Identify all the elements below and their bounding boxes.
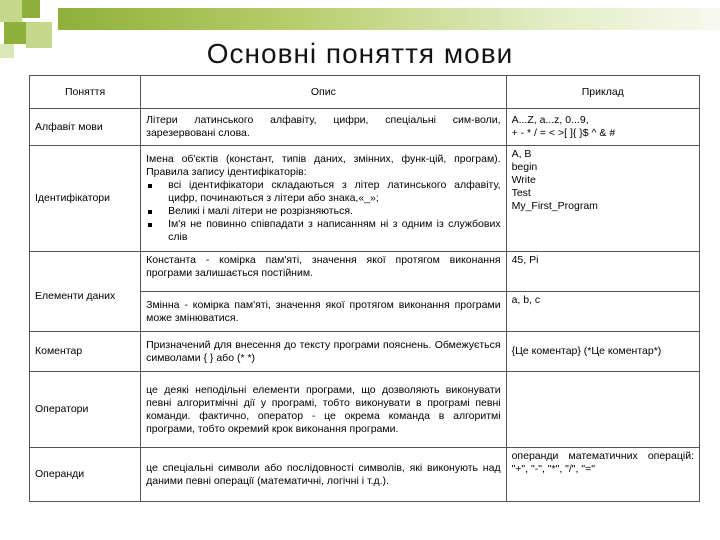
description-text: Константа - комірка пам'яті, значення якої протягом виконання програми залишається постійним. [146, 254, 501, 279]
description-text: це деякі неподільні елементи програми, що дозволяють виконувати певні алгоритмічні дії у програмі, тобто виконувати в програмі певні команди. фактично, оператор - це окрема команда в алгоритмі програми, тобто окремий крок виконання програми. [146, 383, 501, 435]
example-cell: a, b, c [506, 292, 699, 332]
example-cell: 45, Pi [506, 252, 699, 292]
term-cell: Елементи даних [30, 252, 141, 332]
table-row [30, 109, 700, 146]
description-cell [141, 292, 506, 332]
table-row [30, 448, 700, 502]
column-header-description: Опис [141, 76, 506, 109]
example-cell: операнди математичних операцій: "+", "-", "*", "/", "=" [506, 448, 699, 502]
header-bar [58, 8, 720, 30]
column-header-example: Приклад [506, 76, 699, 109]
example-cell [506, 372, 699, 448]
description-text: Змінна - комірка пам'яті, значення якої протягом виконання програми може змінюватися. [146, 298, 501, 324]
list-item: всі ідентифікатори складаються з літер латинського алфавіту, цифр, починаються з літери або знака,«_»; [168, 179, 501, 204]
example-line: Test [511, 187, 531, 199]
example-line: begin [511, 161, 538, 173]
description-text: Призначений для внесення до тексту програми пояснень. Обмежується символами { } або (* *) [146, 338, 501, 364]
term-cell: Операнди [30, 448, 141, 502]
concepts-table [29, 75, 700, 502]
table-header-row [30, 76, 700, 109]
rules-list [146, 179, 500, 244]
description-cell [141, 332, 506, 372]
example-cell [506, 146, 699, 252]
description-text: Імена об'єктів (констант, типів даних, змінних, функ-цій, програм). Правила запису ідентифікаторів: [146, 153, 501, 178]
term-cell: Оператори [30, 372, 141, 448]
description-cell [141, 372, 506, 448]
list-item: Великі і малі літери не розрізняються. [168, 205, 500, 218]
page-title: Основні поняття мови [206, 38, 514, 69]
term-cell: Ідентифікатори [30, 146, 141, 252]
example-line: A...Z, a...z, 0...9, [511, 114, 589, 126]
table-row [30, 252, 700, 292]
example-line: My_First_Program [511, 200, 598, 212]
list-item: Ім'я не повинно співпадати з написанням ні з одним із службових слів [168, 218, 501, 243]
example-cell: {Це коментар} (*Це коментар*) [506, 332, 699, 372]
column-header-term: Поняття [30, 76, 141, 109]
term-cell: Коментар [30, 332, 141, 372]
description-cell [141, 252, 506, 292]
table-row [30, 372, 700, 448]
description-text: це спеціальні символи або послідовності символів, які виконують над даними певні операції (математичні, логічні і т.д.). [146, 461, 501, 487]
table-row [30, 146, 700, 252]
example-cell [506, 109, 699, 146]
description-cell [141, 448, 506, 502]
example-line: + - * / = < >[ ]{ }$ ^ & # [511, 127, 616, 139]
description-text: Літери латинського алфавіту, цифри, спеціальні сим-воли, зарезервовані слова. [146, 114, 501, 139]
term-cell: Алфавіт мови [30, 109, 141, 146]
example-line: Write [511, 174, 536, 186]
description-cell [141, 109, 506, 146]
description-cell [141, 146, 506, 252]
example-line: A, B [511, 148, 532, 160]
table-row [30, 332, 700, 372]
